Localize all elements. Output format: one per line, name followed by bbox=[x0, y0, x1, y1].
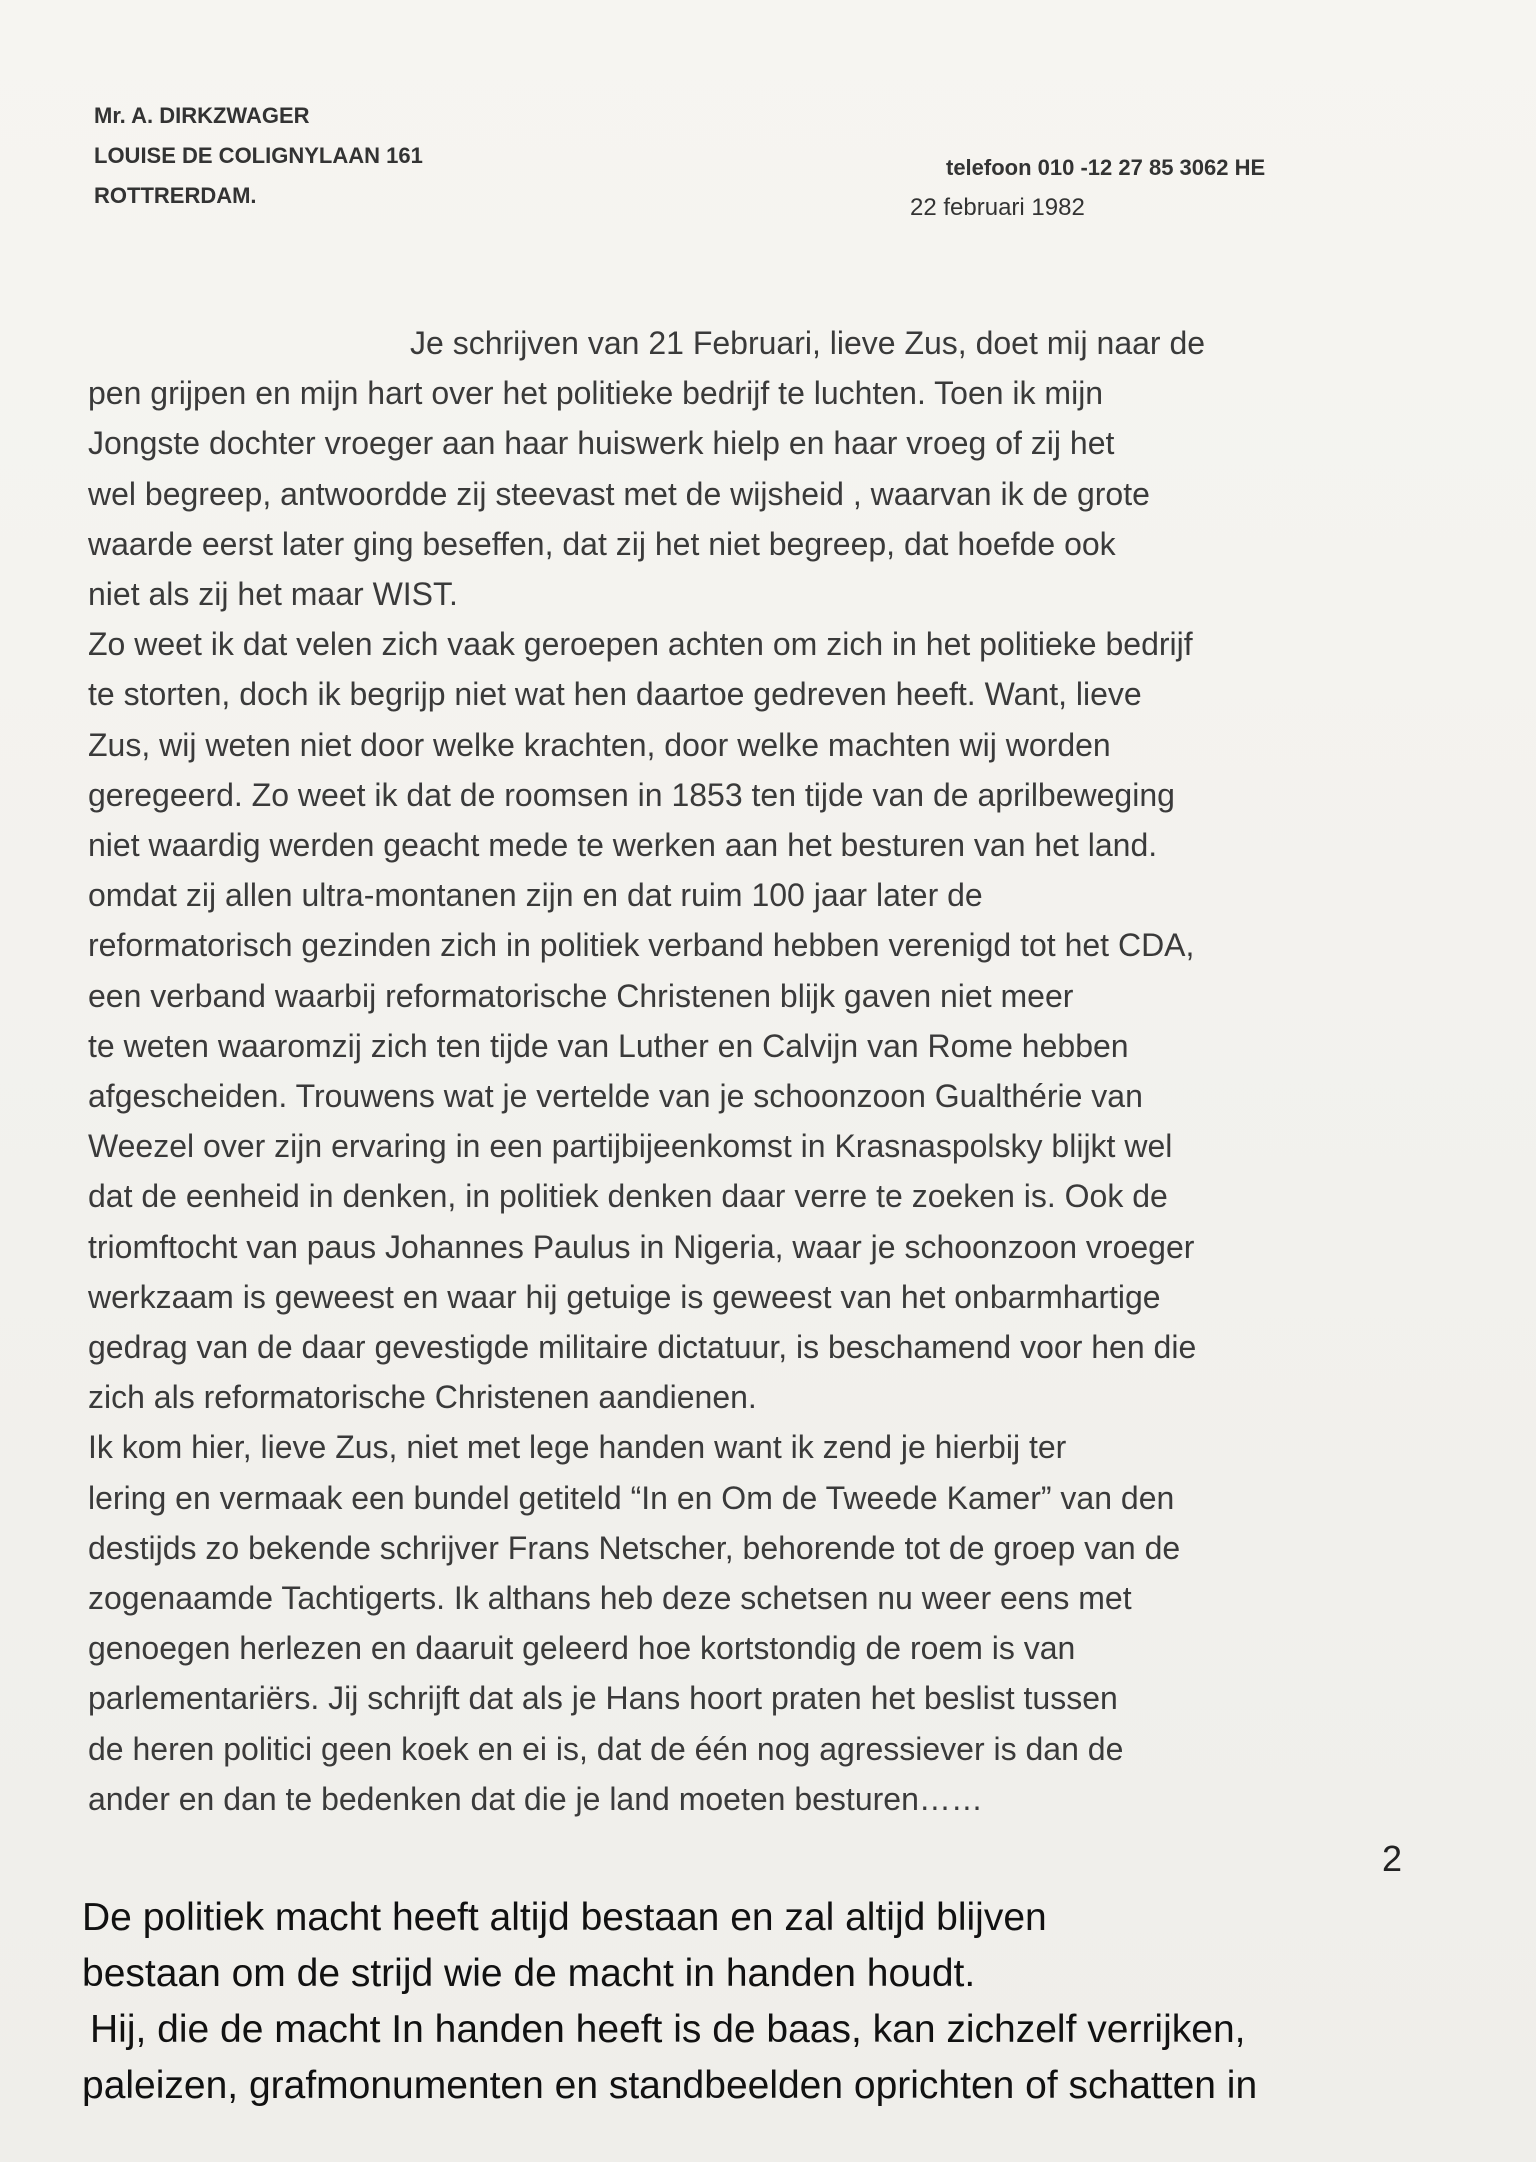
body-line: niet als zij het maar WIST. bbox=[88, 576, 458, 613]
sender-city: ROTTRERDAM. bbox=[94, 183, 257, 208]
body-line: ander en dan te bedenken dat die je land moeten besturen…… bbox=[88, 1780, 983, 1817]
page2-line: De politiek macht heeft altijd bestaan en zal altijd blijven bbox=[82, 1896, 1047, 1939]
body-line: reformatorisch gezinden zich in politiek verband hebben verenigd tot het CDA, bbox=[88, 927, 1195, 964]
body-line: werkzaam is geweest en waar hij getuige is geweest van het onbarmhartige bbox=[88, 1278, 1161, 1315]
body-line: lering en vermaak een bundel getiteld “In en Om de Tweede Kamer” van den bbox=[88, 1479, 1175, 1516]
body-line: Zo weet ik dat velen zich vaak geroepen achten om zich in het politieke bedrijf bbox=[88, 626, 1193, 663]
body-line: waarde eerst later ging beseffen, dat zij het niet begreep, dat hoefde ook bbox=[88, 525, 1116, 562]
body-line: Ik kom hier, lieve Zus, niet met lege handen want ik zend je hierbij ter bbox=[88, 1429, 1067, 1466]
body-line: geregeerd. Zo weet ik dat de roomsen in 1853 ten tijde van de aprilbeweging bbox=[88, 776, 1175, 813]
body-line: genoegen herlezen en daaruit geleerd hoe kortstondig de roem is van bbox=[88, 1630, 1076, 1667]
body-line: destijds zo bekende schrijver Frans Netscher, behorende tot de groep van de bbox=[88, 1529, 1181, 1566]
page-two-text bbox=[82, 1890, 1482, 2114]
page2-line: Hij, die de macht In handen heeft is de baas, kan zichzelf verrijken, bbox=[90, 2008, 1246, 2051]
page2-line: bestaan om de strijd wie de macht in handen houdt. bbox=[82, 1952, 976, 1995]
body-line: triomftocht van paus Johannes Paulus in Nigeria, waar je schoonzoon vroeger bbox=[88, 1228, 1195, 1265]
page-number: 2 bbox=[1382, 1838, 1403, 1879]
page2-line: paleizen, grafmonumenten en standbeelden oprichten of schatten in bbox=[82, 2064, 1258, 2107]
body-line: zich als reformatorische Christenen aandienen. bbox=[88, 1379, 757, 1416]
letter-body bbox=[88, 318, 1448, 1824]
body-line: een verband waarbij reformatorische Christenen blijk gaven niet meer bbox=[88, 977, 1074, 1014]
letter-date: 22 februari 1982 bbox=[910, 194, 1085, 221]
body-line: te storten, doch ik begrijp niet wat hen daartoe gedreven heeft. Want, lieve bbox=[88, 676, 1142, 713]
body-line: zogenaamde Tachtigerts. Ik althans heb deze schetsen nu weer eens met bbox=[88, 1580, 1132, 1617]
body-line: wel begreep, antwoordde zij steevast met de wijsheid , waarvan ik de grote bbox=[88, 475, 1150, 512]
body-line: Je schrijven van 21 Februari, lieve Zus, doet mij naar de bbox=[410, 325, 1206, 361]
body-line: dat de eenheid in denken, in politiek denken daar verre te zoeken is. Ook de bbox=[88, 1178, 1168, 1215]
body-line: pen grijpen en mijn hart over het politieke bedrijf te luchten. Toen ik mijn bbox=[88, 375, 1104, 412]
body-line: de heren politici geen koek en ei is, dat de één nog agressiever is dan de bbox=[88, 1730, 1124, 1767]
body-line: afgescheiden. Trouwens wat je vertelde van je schoonzoon Gualthérie van bbox=[88, 1078, 1143, 1115]
sender-name: Mr. A. DIRKZWAGER bbox=[94, 103, 310, 128]
body-line: parlementariërs. Jij schrijft dat als je Hans hoort praten het beslist tussen bbox=[88, 1680, 1118, 1717]
contact-block bbox=[910, 148, 1265, 228]
body-line: omdat zij allen ultra-montanen zijn en dat ruim 100 jaar later de bbox=[88, 877, 983, 914]
body-line: te weten waaromzij zich ten tijde van Luther en Calvijn van Rome hebben bbox=[88, 1027, 1129, 1064]
body-line: Weezel over zijn ervaring in een partijbijeenkomst in Krasnaspolsky blijkt wel bbox=[88, 1128, 1173, 1165]
phone-line: telefoon 010 -12 27 85 3062 HE bbox=[946, 155, 1266, 180]
sender-street: LOUISE DE COLIGNYLAAN 161 bbox=[94, 143, 423, 168]
body-line: gedrag van de daar gevestigde militaire dictatuur, is beschamend voor hen die bbox=[88, 1329, 1197, 1366]
body-line: Jongste dochter vroeger aan haar huiswerk hielp en haar vroeg of zij het bbox=[88, 425, 1115, 462]
sender-address bbox=[94, 96, 423, 216]
body-line: Zus, wij weten niet door welke krachten, door welke machten wij worden bbox=[88, 726, 1111, 763]
body-line: niet waardig werden geacht mede te werken aan het besturen van het land. bbox=[88, 827, 1158, 864]
